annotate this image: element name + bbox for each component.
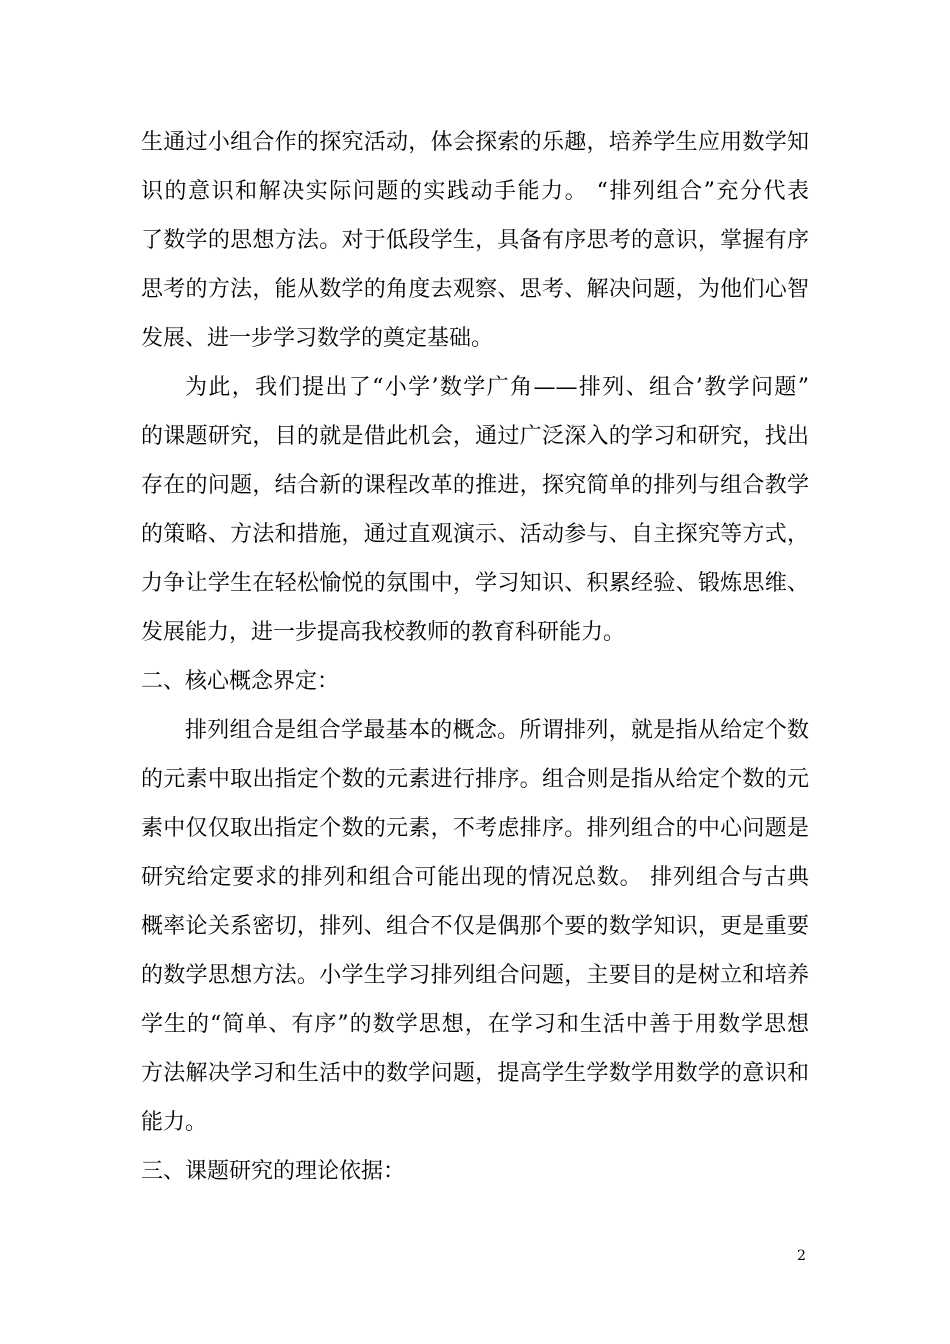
text-line: 的策略、方法和措施，通过直观演示、活动参与、自主探究等方式， xyxy=(141,522,809,547)
text-line: 的课题研究，目的就是借此机会，通过广泛深入的学习和研究，找出 xyxy=(141,424,809,449)
text-line: 能力。 xyxy=(141,1110,208,1135)
text-line: 学生的“简单、有序”的数学思想，在学习和生活中善于用数学思想 xyxy=(141,1012,809,1037)
text-line: 识的意识和解决实际问题的实践动手能力。 “排列组合”充分代表 xyxy=(141,179,809,204)
text-line: 发展、进一步学习数学的奠定基础。 xyxy=(141,326,494,351)
text-line: 发展能力，进一步提高我校教师的教育科研能力。 xyxy=(141,620,626,645)
paragraph-purpose xyxy=(141,363,809,657)
text-line: 力争让学生在轻松愉悦的氛围中，学习知识、积累经验、锻炼思维、 xyxy=(141,571,809,596)
text-line: 的数学思想方法。小学生学习排列组合问题，主要目的是树立和培养 xyxy=(141,963,809,988)
paragraph-background xyxy=(141,118,809,363)
text-line: 素中仅仅取出指定个数的元素，不考虑排序。排列组合的中心问题是 xyxy=(141,816,809,841)
text-line: 了数学的思想方法。对于低段学生，具备有序思考的意识，掌握有序 xyxy=(141,228,809,253)
text-line: 方法解决学习和生活中的数学问题，提高学生学数学用数学的意识和 xyxy=(141,1061,809,1086)
page-number: 2 xyxy=(797,1248,806,1264)
text-line: 概率论关系密切，排列、组合不仅是偶那个要的数学知识，更是重要 xyxy=(141,914,809,939)
section-heading-theory: 三、课题研究的理论依据： xyxy=(141,1159,406,1184)
text-line: 排列组合是组合学最基本的概念。所谓排列，就是指从给定个数 xyxy=(185,718,809,743)
text-line: 思考的方法，能从数学的角度去观察、思考、解决问题，为他们心智 xyxy=(141,277,809,302)
text-line: 为此，我们提出了“小学’数学广角——排列、组合’教学问题” xyxy=(185,375,809,400)
page-content xyxy=(141,118,809,1196)
paragraph-core-concepts xyxy=(141,706,809,1147)
text-line: 研究给定要求的排列和组合可能出现的情况总数。 排列组合与古典 xyxy=(141,865,809,890)
section-heading-core-concepts: 二、核心概念界定： xyxy=(141,669,340,694)
text-line: 的元素中取出指定个数的元素进行排序。组合则是指从给定个数的元 xyxy=(141,767,809,792)
text-line: 存在的问题，结合新的课程改革的推进，探究简单的排列与组合教学 xyxy=(141,473,809,498)
text-line: 生通过小组合作的探究活动，体会探索的乐趣，培养学生应用数学知 xyxy=(141,130,809,155)
